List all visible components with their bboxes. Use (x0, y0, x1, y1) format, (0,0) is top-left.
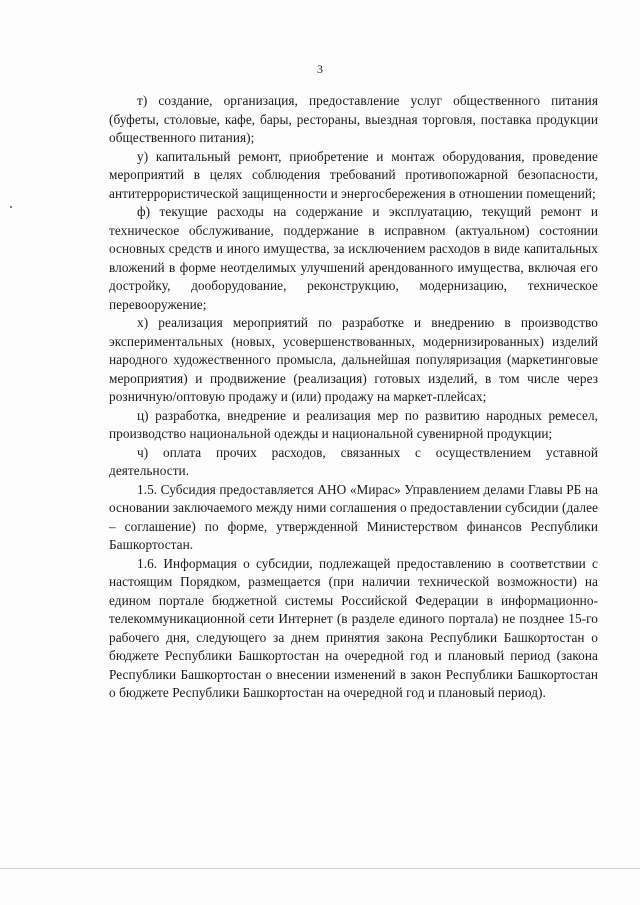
paragraph-1-5: 1.5. Субсидия предоставляется АНО «Мирас» Управлением делами Главы РБ на основании заключаемого между ними соглашения о предоставлении субсидии (далее – соглашение) по форме, утвержденной Министерством финансов Республики Башкортостан. (109, 481, 598, 552)
paragraph-t: т) создание, организация, предоставление услуг общественного питания (буфеты, столовые, кафе, бары, рестораны, выездная торговля, поставка продукции общественного питания); (109, 93, 598, 145)
paragraph-u: у) капитальный ремонт, приобретение и монтаж оборудования, проведение мероприятий в целях соблюдения требований противопожарной безопасности, антитеррористической защищенности и энергосбережения в отношении помещений; (109, 148, 598, 201)
paragraph-ch: ч) оплата прочих расходов, связанных с осуществлением уставной деятельности. (109, 444, 598, 478)
paragraph-ts: ц) разработка, внедрение и реализация мер по развитию народных ремесел, производство национальной одежды и национальной сувенирной продукции; (109, 407, 598, 441)
document-body (109, 92, 598, 703)
scan-speck (10, 206, 12, 208)
paragraph-1-6: 1.6. Информация о субсидии, подлежащей предоставлению в соответствии с настоящим Порядком, размещается (при наличии технической возможности) на едином портале бюджетной системы Российской Федерации в информационно-телекоммуникационной сети Интернет (в разделе единого портала) не позднее 15-го рабочего дня, следующего за днем принятия закона Республики Башкортостан о бюджете Республики Башкортостан на очередной год и плановый период (закона Республики Башкортостан о внесении изменений в закон Республики Башкортостан о бюджете Республики Башкортостан на очередной год и плановый период). (109, 555, 598, 700)
scan-bottom-edge (0, 868, 640, 869)
page-number: 3 (317, 62, 323, 76)
paragraph-f: ф) текущие расходы на содержание и эксплуатацию, текущий ремонт и техническое обслуживание, поддержание в исправном (актуальном) состоянии основных средств и иного имущества, за исключением расходов в виде капитальных вложений в форме неотделимых улучшений арендованного имущества, включая его достройку, дооборудование, реконструкцию, модернизацию, техническое перевооружение; (109, 204, 598, 312)
paragraph-kh: х) реализация мероприятий по разработке и внедрению в производство экспериментальных (новых, усовершенствованных, модернизированных) изделий народного художественного промысла, дальнейшая популяризация (маркетинговые мероприятия) и продвижение (реализация) готовых изделий, в том числе через розничную/оптовую продажу и (или) продажу на маркет-плейсах; (109, 315, 598, 404)
